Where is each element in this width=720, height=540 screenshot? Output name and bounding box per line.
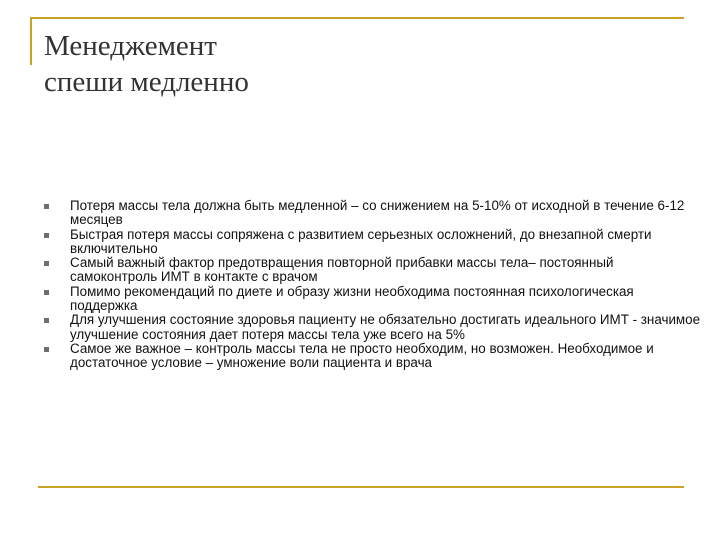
bullet-text: Потеря массы тела должна быть медленной – со снижением на 5-10% от исходной в течение 6-12 месяцев [70, 198, 685, 228]
bullet-item [44, 228, 704, 257]
bullet-text: Быстрая потеря массы сопряжена с развитием серьезных осложнений, до внезапной смерти включительно [70, 226, 652, 256]
bottom-rule [38, 486, 684, 488]
bullet-item [44, 285, 704, 314]
bullet-text: Самое же важное – контроль массы тела не просто необходим, но возможен. Необходимое и достаточное условие – умножение воли пациента и врача [70, 340, 654, 371]
bullet-list [44, 199, 704, 371]
slide-title-line-1: Менеджемент [44, 30, 217, 62]
bullet-item [44, 342, 704, 371]
slide-title-line-2: спеши медленно [44, 66, 249, 98]
bullet-text: Помимо рекомендаций по диете и образу жизни необходима постоянная психологическая поддержка [70, 283, 634, 314]
bullet-item [44, 199, 704, 228]
slide-title [44, 28, 664, 100]
square-bullet-icon [44, 290, 49, 295]
square-bullet-icon [44, 261, 49, 266]
square-bullet-icon [44, 233, 49, 238]
top-rule [30, 17, 684, 19]
square-bullet-icon [44, 347, 49, 352]
square-bullet-icon [44, 318, 49, 323]
bullet-text: Самый важный фактор предотвращения повторной прибавки массы тела– постоянный самоконтроль ИМТ в контакте с врачом [70, 255, 614, 285]
side-rule [30, 17, 32, 65]
bullet-item [44, 313, 704, 342]
bullet-item [44, 256, 704, 285]
bullet-text: Для улучшения состояние здоровья пациенту не обязательно достигать идеального ИМТ - значимое улучшение состояния дает потеря массы тела уже всего на 5% [70, 312, 701, 342]
square-bullet-icon [44, 204, 49, 209]
